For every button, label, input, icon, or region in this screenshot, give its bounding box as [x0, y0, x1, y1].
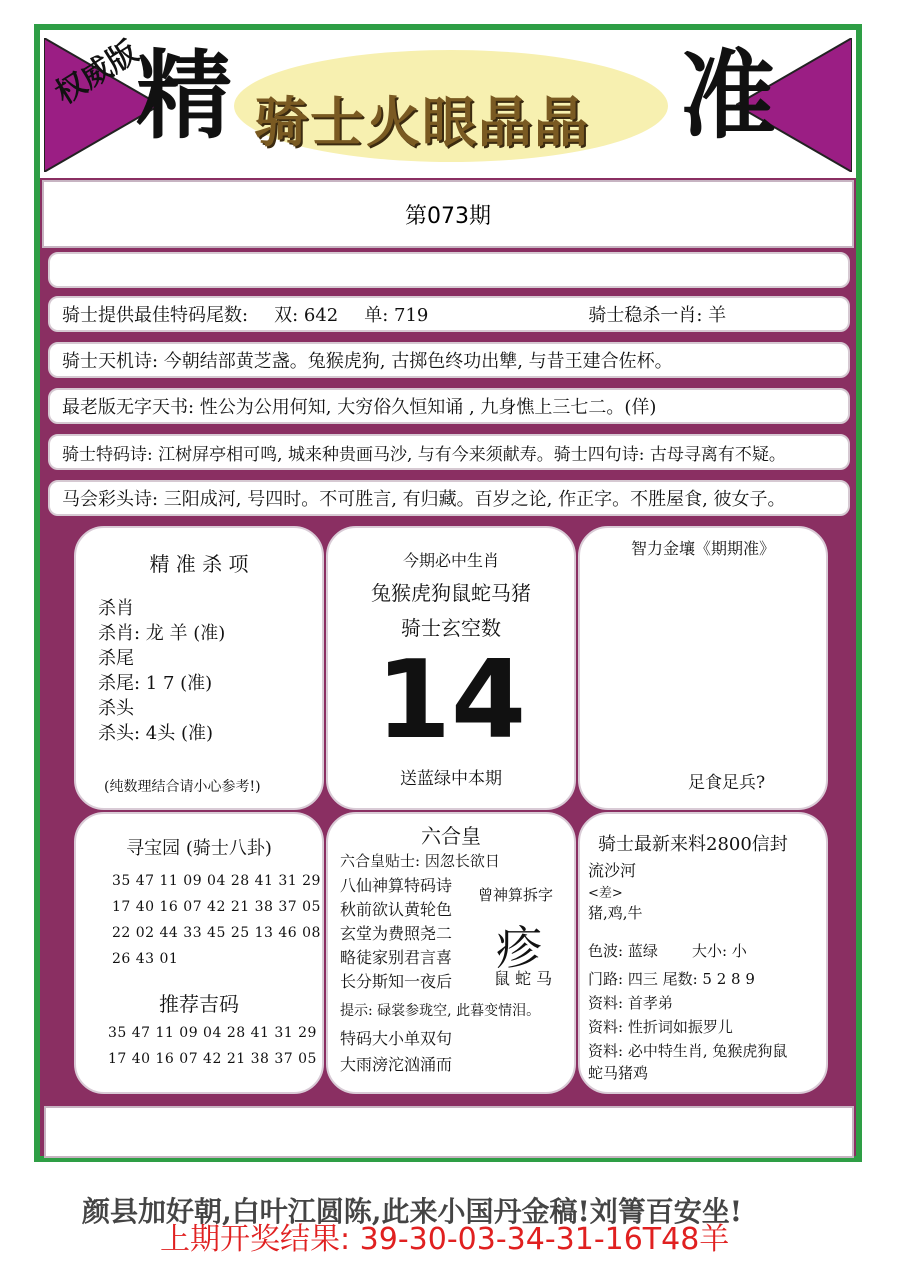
recommend-number-row: 17 40 16 07 42 21 38 37 05: [108, 1051, 317, 1067]
treasure-card-title: 寻宝园 (骑士八卦): [126, 838, 272, 859]
diff-text: <差>: [588, 886, 623, 901]
authority-stamp: 权威版: [49, 34, 145, 112]
latest-card: [578, 812, 828, 1094]
poem-line: 秋前欲认黄轮色: [340, 900, 453, 919]
info-line: 资料: 性折词如振罗儿: [588, 1018, 733, 1036]
issue-box: [42, 180, 854, 248]
poem-title: 八仙神算特码诗: [340, 876, 453, 895]
liuhehuang-card: [326, 812, 576, 1094]
liuhehuang-tip: 提示: 碌裳参珑空, 此暮变情泪。: [340, 1003, 541, 1019]
split-char-title: 曾神算拆字: [478, 886, 554, 904]
poem-special-text: 骑士特码诗: 江树屏亭相可鸣, 城来种贵画马沙, 与有今来须献寿。骑士四句诗: 古母寻离有不疑。: [62, 444, 786, 465]
issue-number: 第073期: [405, 203, 491, 229]
mystery-number: 14: [375, 638, 527, 763]
poem-line: 玄堂为费照尧二: [340, 924, 453, 943]
wisdom-bottom-text: 足食足兵?: [688, 773, 766, 793]
poem-row-wordless: [48, 388, 850, 424]
tail-number-row: [48, 296, 850, 332]
info-line-continued: 蛇马猪鸡: [588, 1064, 649, 1082]
kill-one-zodiac: 骑士稳杀一肖: 羊: [588, 305, 727, 326]
center-line3: 骑士玄空数: [401, 616, 501, 640]
tail-single: 单: 719: [364, 305, 429, 326]
kill-card-note: (纯数理结合请小心参考!): [104, 779, 261, 795]
poem-heavenly-text: 骑士天机诗: 今朝结部黄芝盏。兔猴虎狗, 古掷色终功出犨, 与昔王建合佐杯。: [62, 351, 673, 372]
split-char: 疹: [496, 921, 542, 975]
kill-line: 杀肖: 龙 羊 (准): [98, 623, 226, 644]
poster-header: [40, 30, 856, 178]
number-row: 35 47 11 09 04 28 41 31 29: [112, 873, 321, 889]
kill-card: [74, 526, 324, 810]
center-line1: 今期必中生肖: [402, 551, 499, 570]
poem-line: 略徒家别君言喜: [340, 948, 453, 967]
kill-line: 杀头: 4头 (准): [98, 723, 214, 744]
latest-card-title: 骑士最新来料2800信封: [598, 834, 788, 855]
liuhehuang-post: 六合皇贴士: 因忽长欲日: [340, 852, 500, 870]
poster-title: 骑士火眼晶晶: [254, 90, 590, 154]
center-card: [326, 526, 576, 810]
info-line: 资料: 必中特生肖, 兔猴虎狗鼠: [588, 1042, 788, 1060]
tail-label: 骑士提供最佳特码尾数:: [62, 305, 249, 326]
wisdom-card-title: 智力金壤《期期准》: [630, 539, 775, 558]
bottom-blank-box: [44, 1106, 854, 1158]
number-row: 22 02 44 33 45 25 13 46 08: [112, 925, 321, 941]
footer-poem: 颜县加好朝,白叶江圆陈,此来小国丹金稿!刘箐百安坐!: [82, 1195, 743, 1228]
split-zodiac: 鼠 蛇 马: [494, 969, 553, 988]
river-text: 流沙河: [588, 861, 637, 880]
header-right-char: 准: [680, 40, 776, 152]
size-value: 大小: 小: [692, 942, 747, 960]
wisdom-card: [578, 526, 828, 810]
kill-line: 杀肖: [98, 598, 134, 619]
info-line: 资料: 首孝弟: [588, 994, 673, 1012]
size-text: 大雨滂沱汹涌而: [340, 1055, 453, 1074]
header-left-char: 精: [136, 40, 232, 152]
number-row: 17 40 16 07 42 21 38 37 05: [112, 899, 321, 915]
recommend-title: 推荐吉码: [159, 992, 239, 1016]
door-text: 门路: 四三 尾数: 5 2 8 9: [588, 970, 755, 988]
tail-double: 双: 642: [274, 305, 339, 326]
size-title: 特码大小单双句: [340, 1029, 453, 1048]
poem-row-special: [48, 434, 850, 470]
poster-frame: [34, 24, 862, 1162]
kill-line: 杀头: [98, 698, 134, 719]
animals-text: 猪,鸡,牛: [588, 904, 643, 922]
blank-row: [48, 252, 850, 288]
recommend-number-row: 35 47 11 09 04 28 41 31 29: [108, 1025, 317, 1041]
center-zodiac-list: 兔猴虎狗鼠蛇马猪: [371, 581, 531, 605]
treasure-card: [74, 812, 324, 1094]
poem-wordless-text: 最老版无字天书: 性公为公用何知, 大穷俗久恒知诵 , 九身憔上三七二。(佯): [62, 397, 657, 418]
poem-line: 长分斯知一夜后: [340, 972, 453, 991]
poem-row-heavenly: [48, 342, 850, 378]
number-row: 26 43 01: [112, 951, 179, 967]
liuhehuang-title: 六合皇: [421, 824, 481, 848]
last-draw-result: 上期开奖结果: 39-30-03-34-31-16T48羊: [160, 1222, 730, 1257]
kill-line: 杀尾: [98, 648, 134, 669]
kill-card-title: 精 准 杀 项: [149, 552, 249, 576]
poem-horse-club-text: 马会彩头诗: 三阳成河, 号四时。不可胜言, 有归藏。百岁之论, 作正字。不胜屋食, 彼女子。: [62, 489, 786, 510]
kill-line: 杀尾: 1 7 (准): [98, 673, 213, 694]
center-bottom-text: 送蓝绿中本期: [400, 769, 502, 789]
color-wave: 色波: 蓝绿: [588, 942, 658, 960]
poem-row-horse-club: [48, 480, 850, 516]
